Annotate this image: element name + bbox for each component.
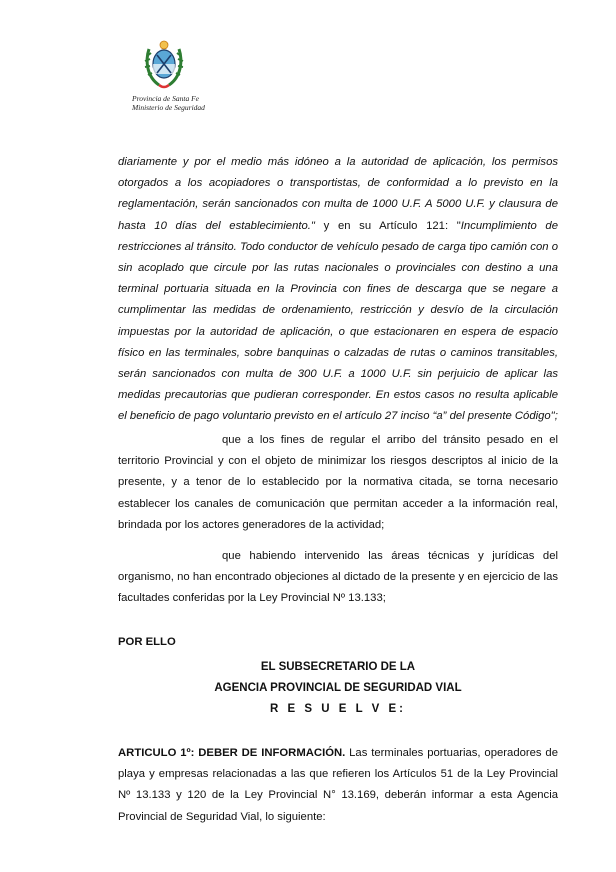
por-ello-heading: POR ELLO [118,636,176,648]
considerando-1-text: que a los fines de regular el arribo del tránsito pesado en el territorio Provincial y con el objeto de minimizar los riesgos descriptos al inicio de la presente, y a tenor de lo establecido por la normativa citada, se torna necesario establecer los canales de comunicación que permitan acceder a la información real, brindada por los actores generadores de la actividad; [118,434,558,531]
title-line-3: R E S U E L V E: [270,703,406,715]
connector-text: y en su Artículo 121: " [314,219,461,232]
paragraph-considerando-1 [118,430,558,536]
article-1 [118,743,558,828]
coat-of-arms-icon [141,35,187,91]
quote-segment-a: diariamente y por el medio más idóneo a la autoridad de aplicación, los permisos otorgados a los acopiadores o transportistas, de conformidad a lo previsto en la reglamentación, serán sancionados con multa de 1000 U.F. A 5000 U.F. y clausura de hasta 10 días del establecimiento." [118,156,558,232]
article-1-text: Las terminales portuarias, operadores de playa y empresas relacionadas a las que refieren los Artículos 51 de la Ley Provincial Nº 13.133 y 120 de la Ley Provincial N° 13.169, deberán informar a esta Agencia Provincial de Seguridad Vial, lo siguiente: [118,747,558,823]
paragraph-considerando-2 [118,546,558,610]
considerando-2-text: que habiendo intervenido las áreas técnicas y jurídicas del organismo, no han encontrado objeciones al dictado de la presente y en ejercicio de las facultades conferidas por la Ley Provincial Nº 13.133; [118,550,558,605]
article-1-heading: ARTICULO 1º: DEBER DE INFORMACIÓN. [118,747,346,759]
title-line-2: AGENCIA PROVINCIAL DE SEGURIDAD VIAL [214,682,462,694]
resolution-title [118,657,558,720]
province-name: Provincia de Santa Fe [132,94,199,103]
letterhead [132,94,205,112]
paragraph-continuation [118,152,558,428]
quote-segment-b: Incumplimiento de restricciones al tránsito. Todo conductor de vehículo pesado de carga tipo camión con o sin acoplado que circule por las rutas nacionales o provinciales con destino a una terminal portuaria situada en la Provincia con fines de descarga que se negare a cumplimentar las medidas de ordenamiento, restricción y desvío de la circulación impuestas por la autoridad de aplicación, o que estacionaren en espera de espacio físico en las terminales, sobre banquinas o calzadas de rutas o caminos transitables, serán sancionados con multa de 300 U.F. a 1000 U.F. sin perjuicio de aplicar las medidas precautorias que pudieran corresponder. En estos casos no resulta aplicable el beneficio de pago voluntario previsto en el artículo 27 inciso “a” del presente Código"; [118,219,558,423]
title-line-1: EL SUBSECRETARIO DE LA [260,661,416,673]
ministry-name: Ministerio de Seguridad [132,103,205,112]
